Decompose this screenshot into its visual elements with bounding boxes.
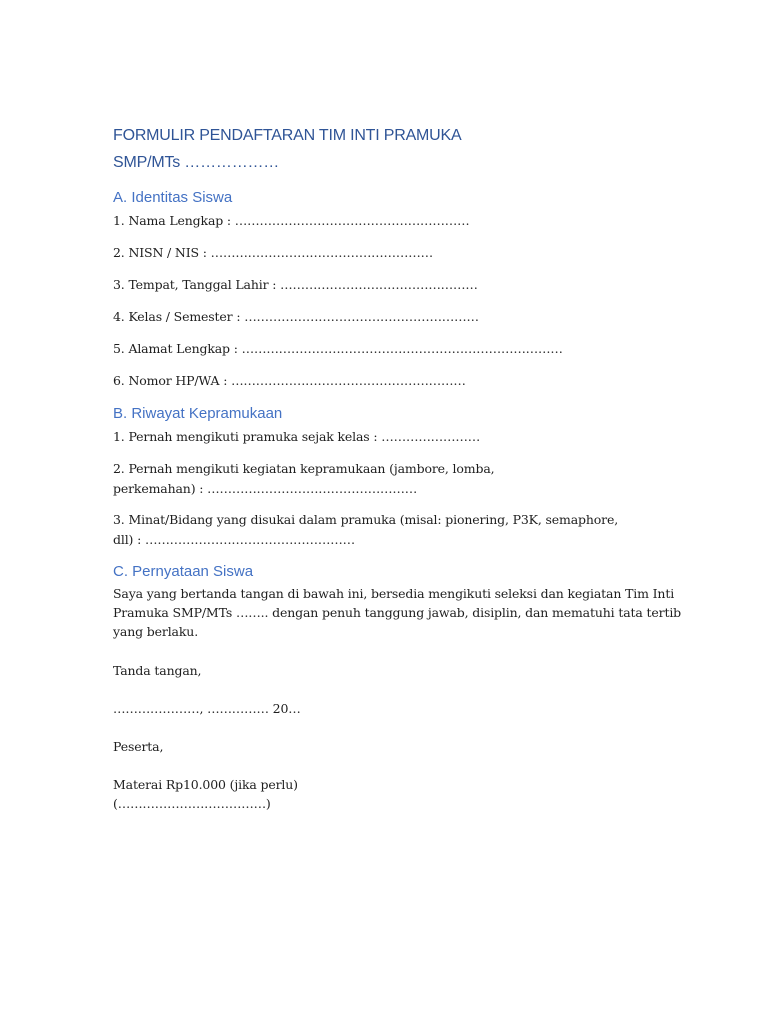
field-nisn-nis: 2. NISN / NIS : ……………………………………………… [113, 245, 433, 260]
place-date-line: …………………, …………… 20… [113, 701, 301, 716]
field-nama-lengkap: 1. Nama Lengkap : ………………………………………………… [113, 213, 470, 228]
stamp-note: Materai Rp10.000 (jika perlu) [113, 777, 298, 792]
section-a-heading: A. Identitas Siswa [113, 189, 233, 206]
statement-line-1: Saya yang bertanda tangan di bawah ini, bersedia mengikuti seleksi dan kegiatan Tim Inti [113, 586, 675, 601]
participant-label: Peserta, [113, 739, 164, 754]
form-title-line-2: SMP/MTs ……………… [113, 154, 280, 171]
question-kegiatan-line-2: perkemahan) : …………………………………………… [113, 481, 418, 496]
field-kelas-semester: 4. Kelas / Semester : ………………………………………………… [113, 309, 479, 324]
statement-line-2: Pramuka SMP/MTs …….. dengan penuh tanggung jawab, disiplin, dan mematuhi tata tertib [113, 605, 682, 620]
section-c-heading: C. Pernyataan Siswa [113, 563, 254, 580]
question-kegiatan-line-1: 2. Pernah mengikuti kegiatan kepramukaan (jambore, lomba, [113, 461, 495, 476]
question-pramuka-sejak-kelas: 1. Pernah mengikuti pramuka sejak kelas : …………………… [113, 429, 481, 444]
question-minat-line-2: dll) : …………………………………………… [113, 532, 355, 547]
field-tempat-tanggal-lahir: 3. Tempat, Tanggal Lahir : ………………………………………… [113, 277, 478, 292]
field-alamat-lengkap: 5. Alamat Lengkap : …………………………………………………………………… [113, 341, 563, 356]
form-title-line-1: FORMULIR PENDAFTARAN TIM INTI PRAMUKA [113, 127, 462, 144]
field-nomor-hp-wa: 6. Nomor HP/WA : ………………………………………………… [113, 373, 466, 388]
signature-label: Tanda tangan, [113, 663, 202, 678]
statement-line-3: yang berlaku. [113, 624, 199, 639]
section-b-heading: B. Riwayat Kepramukaan [113, 405, 283, 422]
question-minat-line-1: 3. Minat/Bidang yang disukai dalam pramuka (misal: pionering, P3K, semaphore, [113, 512, 619, 527]
name-blank: (………………………………) [113, 796, 271, 811]
